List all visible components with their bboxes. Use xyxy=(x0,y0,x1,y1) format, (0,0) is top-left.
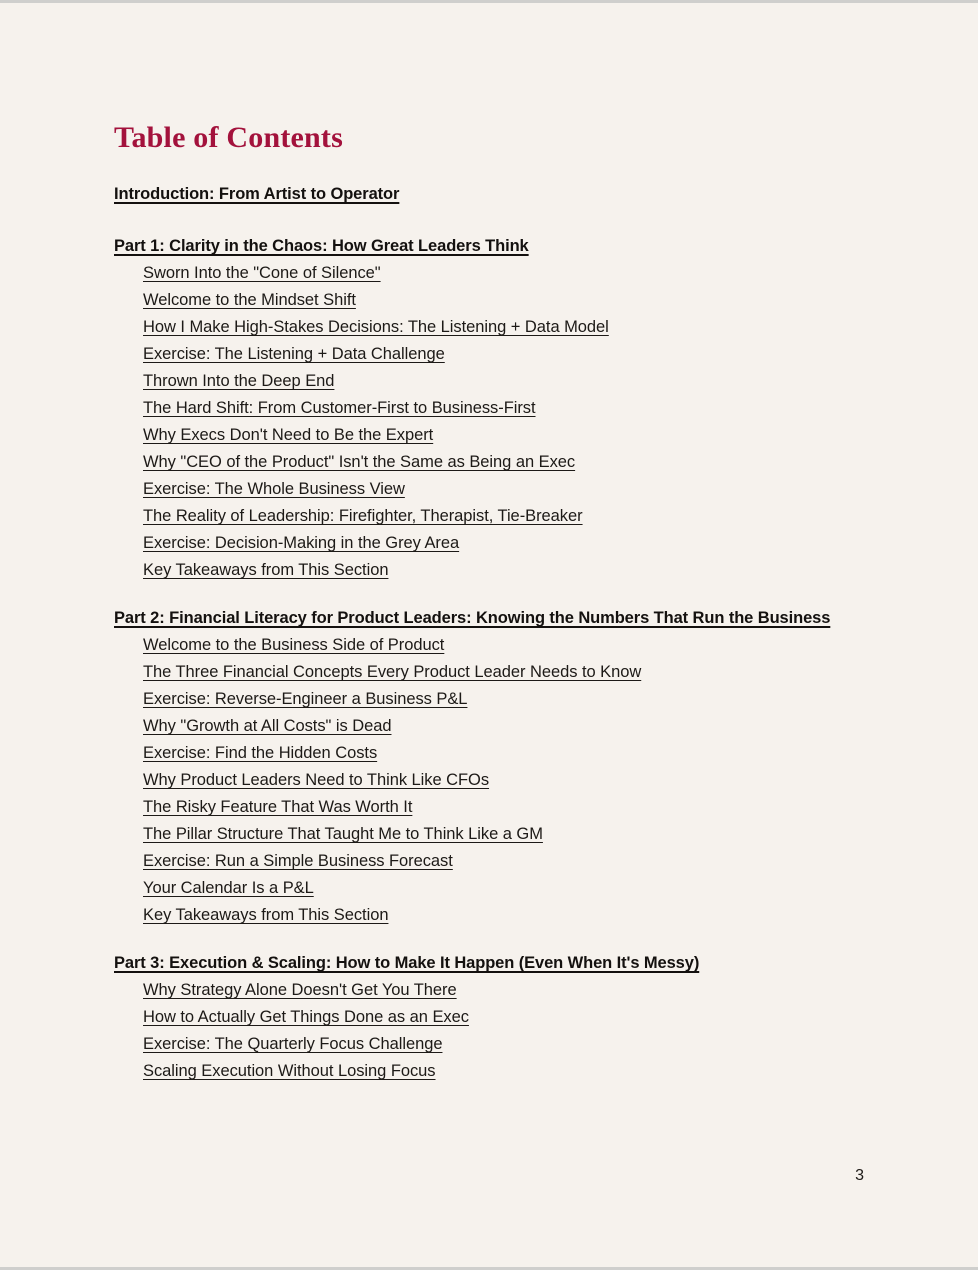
toc-entry[interactable] xyxy=(143,1058,874,1085)
toc-entry[interactable] xyxy=(143,314,874,341)
toc-entry-label: Exercise: The Quarterly Focus Challenge xyxy=(143,1035,443,1054)
toc-entry-label: Exercise: The Whole Business View xyxy=(143,480,405,499)
toc-entry[interactable] xyxy=(143,260,874,287)
toc-entry-label: The Pillar Structure That Taught Me to Think Like a GM xyxy=(143,825,543,844)
toc-entry[interactable] xyxy=(143,875,874,902)
toc-entry-label: Why "Growth at All Costs" is Dead xyxy=(143,717,392,736)
toc-entry-label: Exercise: Find the Hidden Costs xyxy=(143,744,378,763)
toc-entry-label: How I Make High-Stakes Decisions: The Listening + Data Model xyxy=(143,318,609,337)
toc-section-heading[interactable] xyxy=(114,951,874,976)
toc-content xyxy=(114,121,874,1085)
toc-entry[interactable] xyxy=(143,1031,874,1058)
toc-entry[interactable] xyxy=(143,821,874,848)
toc-entry[interactable] xyxy=(143,632,874,659)
toc-section xyxy=(114,234,874,584)
toc-entry-label: Welcome to the Business Side of Product xyxy=(143,636,445,655)
toc-entry-label: Exercise: Decision-Making in the Grey Area xyxy=(143,534,460,553)
toc-entry-label: Exercise: Run a Simple Business Forecast xyxy=(143,852,453,871)
toc-entry[interactable] xyxy=(143,713,874,740)
toc-entry[interactable] xyxy=(143,794,874,821)
toc-entry[interactable] xyxy=(143,659,874,686)
toc-entry[interactable] xyxy=(143,287,874,314)
toc-entry-label: The Three Financial Concepts Every Product Leader Needs to Know xyxy=(143,663,642,682)
toc-section xyxy=(114,951,874,1085)
toc-entry-label: Thrown Into the Deep End xyxy=(143,372,335,391)
toc-entry-list xyxy=(114,260,874,584)
toc-entry-label: Exercise: The Listening + Data Challenge xyxy=(143,345,445,364)
toc-entry-label: Why Strategy Alone Doesn't Get You There xyxy=(143,981,457,1000)
toc-entry-label: Why Product Leaders Need to Think Like CFOs xyxy=(143,771,490,790)
toc-entry-label: Exercise: Reverse-Engineer a Business P&L xyxy=(143,690,468,709)
toc-section xyxy=(114,606,874,929)
toc-entry-label: Why Execs Don't Need to Be the Expert xyxy=(143,426,434,445)
toc-entry[interactable] xyxy=(143,767,874,794)
toc-entry[interactable] xyxy=(143,902,874,929)
toc-section xyxy=(114,182,874,207)
page-title: Table of Contents xyxy=(114,121,343,154)
toc-section-list xyxy=(114,182,874,1085)
toc-entry-label: Key Takeaways from This Section xyxy=(143,906,389,925)
toc-section-heading[interactable] xyxy=(114,234,874,259)
toc-entry-label: Sworn Into the "Cone of Silence" xyxy=(143,264,381,283)
toc-entry[interactable] xyxy=(143,341,874,368)
toc-entry-list xyxy=(114,632,874,929)
toc-entry-label: The Risky Feature That Was Worth It xyxy=(143,798,413,817)
toc-entry[interactable] xyxy=(143,395,874,422)
toc-entry-label: The Reality of Leadership: Firefighter, Therapist, Tie-Breaker xyxy=(143,507,583,526)
toc-section-heading-label: Part 2: Financial Literacy for Product Leaders: Knowing the Numbers That Run the Business xyxy=(114,609,831,628)
toc-entry[interactable] xyxy=(143,977,874,1004)
toc-entry-label: Key Takeaways from This Section xyxy=(143,561,389,580)
toc-section-heading-label: Introduction: From Artist to Operator xyxy=(114,185,400,203)
toc-section-heading[interactable] xyxy=(114,182,874,207)
toc-entry[interactable] xyxy=(143,476,874,503)
toc-entry[interactable] xyxy=(143,740,874,767)
toc-entry-label: Why "CEO of the Product" Isn't the Same as Being an Exec xyxy=(143,453,576,472)
toc-entry-list xyxy=(114,977,874,1085)
toc-entry[interactable] xyxy=(143,557,874,584)
toc-entry-label: Welcome to the Mindset Shift xyxy=(143,291,356,310)
toc-entry-label: How to Actually Get Things Done as an Exec xyxy=(143,1008,469,1027)
toc-entry[interactable] xyxy=(143,422,874,449)
toc-entry[interactable] xyxy=(143,686,874,713)
toc-section-heading[interactable] xyxy=(114,606,866,631)
toc-entry[interactable] xyxy=(143,1004,874,1031)
toc-entry[interactable] xyxy=(143,368,874,395)
toc-entry[interactable] xyxy=(143,848,874,875)
toc-entry[interactable] xyxy=(143,530,874,557)
toc-entry[interactable] xyxy=(143,503,874,530)
toc-section-heading-label: Part 3: Execution & Scaling: How to Make It Happen (Even When It's Messy) xyxy=(114,954,700,973)
toc-section-heading-label: Part 1: Clarity in the Chaos: How Great Leaders Think xyxy=(114,237,529,256)
toc-entry[interactable] xyxy=(143,449,874,476)
toc-entry-label: Scaling Execution Without Losing Focus xyxy=(143,1062,436,1081)
toc-entry-label: The Hard Shift: From Customer-First to Business-First xyxy=(143,399,536,418)
toc-entry-label: Your Calendar Is a P&L xyxy=(143,879,314,898)
page-number: 3 xyxy=(855,1167,864,1184)
